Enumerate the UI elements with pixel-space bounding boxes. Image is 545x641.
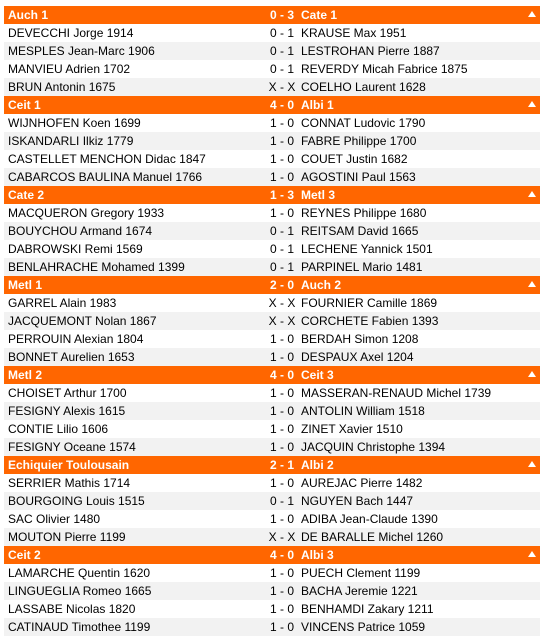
black-player: CONNAT Ludovic 1790 [301,116,426,130]
game-row [4,348,540,366]
triangle-up-icon[interactable] [528,191,536,197]
black-player: BACHA Jeremie 1221 [301,584,418,598]
match-header[interactable] [4,546,540,564]
black-player: REYNES Philippe 1680 [301,206,427,220]
game-row [4,384,540,402]
white-player: LAMARCHE Quentin 1620 [8,566,151,580]
game-result: 1 - 0 [269,512,294,526]
home-team: Auch 1 [8,8,49,22]
game-row [4,438,540,456]
game-result: 1 - 0 [269,602,294,616]
black-player: KRAUSE Max 1951 [301,26,407,40]
game-row [4,24,540,42]
triangle-up-icon[interactable] [528,551,536,557]
black-player: NGUYEN Bach 1447 [301,494,414,508]
game-row [4,330,540,348]
white-player: CATINAUD Timothee 1199 [8,620,151,634]
black-player: PARPINEL Mario 1481 [301,260,423,274]
game-result: 1 - 0 [269,422,294,436]
game-result: 1 - 0 [269,350,294,364]
white-player: WIJNHOFEN Koen 1699 [8,116,141,130]
white-player: JACQUEMONT Nolan 1867 [8,314,157,328]
game-row [4,42,540,60]
match-score: 1 - 3 [269,188,294,202]
results-table [4,6,540,636]
game-result: X - X [268,314,296,328]
white-player: FESIGNY Oceane 1574 [8,440,136,454]
black-player: AGOSTINI Paul 1563 [301,170,416,184]
game-row [4,618,540,636]
game-result: 0 - 1 [269,26,294,40]
away-team: Metl 3 [301,188,336,202]
match-header[interactable] [4,276,540,294]
black-player: JACQUIN Christophe 1394 [301,440,446,454]
white-player: CASTELLET MENCHON Didac 1847 [8,152,206,166]
game-result: 1 - 0 [269,134,294,148]
away-team: Auch 2 [301,278,342,292]
match-header[interactable] [4,6,540,24]
black-player: BENHAMDI Zakary 1211 [301,602,434,616]
white-player: MACQUERON Gregory 1933 [8,206,165,220]
game-row [4,168,540,186]
black-player: CORCHETE Fabien 1393 [301,314,439,328]
game-result: 1 - 0 [269,386,294,400]
black-player: REITSAM David 1665 [301,224,419,238]
black-player: ANTOLIN William 1518 [301,404,425,418]
away-team: Ceit 3 [301,368,334,382]
game-row [4,60,540,78]
white-player: DEVECCHI Jorge 1914 [8,26,134,40]
game-result: 0 - 1 [269,224,294,238]
black-player: AUREJAC Pierre 1482 [301,476,423,490]
game-row [4,258,540,276]
white-player: LINGUEGLIA Romeo 1665 [8,584,152,598]
game-result: 1 - 0 [269,476,294,490]
game-result: 0 - 1 [269,44,294,58]
black-player: LECHENE Yannick 1501 [301,242,433,256]
game-row [4,78,540,96]
black-player: ZINET Xavier 1510 [301,422,403,436]
game-result: 1 - 0 [269,620,294,634]
away-team: Albi 1 [301,98,334,112]
game-result: 1 - 0 [269,404,294,418]
game-result: 1 - 0 [269,116,294,130]
white-player: SERRIER Mathis 1714 [8,476,131,490]
game-row [4,420,540,438]
white-player: LASSABE Nicolas 1820 [8,602,136,616]
triangle-up-icon[interactable] [528,101,536,107]
game-row [4,564,540,582]
white-player: MESPLES Jean-Marc 1906 [8,44,155,58]
white-player: FESIGNY Alexis 1615 [8,404,126,418]
black-player: MASSERAN-RENAUD Michel 1739 [301,386,492,400]
game-row [4,240,540,258]
match-score: 4 - 0 [269,548,294,562]
white-player: DABROWSKI Remi 1569 [8,242,143,256]
game-row [4,474,540,492]
game-row [4,600,540,618]
home-team: Ceit 2 [8,548,41,562]
game-result: 1 - 0 [269,332,294,346]
black-player: LESTROHAN Pierre 1887 [301,44,440,58]
game-row [4,510,540,528]
black-player: ADIBA Jean-Claude 1390 [301,512,438,526]
black-player: FABRE Philippe 1700 [301,134,417,148]
match-header[interactable] [4,456,540,474]
white-player: ISKANDARLI Ilkiz 1779 [8,134,134,148]
game-row [4,492,540,510]
black-player: VINCENS Patrice 1059 [301,620,426,634]
black-player: PUECH Clement 1199 [301,566,421,580]
home-team: Metl 2 [8,368,43,382]
white-player: BRUN Antonin 1675 [8,80,116,94]
game-result: X - X [268,80,296,94]
black-player: REVERDY Micah Fabrice 1875 [301,62,468,76]
black-player: DE BARALLE Michel 1260 [301,530,444,544]
white-player: BOUYCHOU Armand 1674 [8,224,153,238]
white-player: SAC Olivier 1480 [8,512,101,526]
game-result: 1 - 0 [269,206,294,220]
game-row [4,222,540,240]
white-player: PERROUIN Alexian 1804 [8,332,144,346]
game-row [4,114,540,132]
game-row [4,582,540,600]
triangle-up-icon[interactable] [528,11,536,17]
home-team: Ceit 1 [8,98,41,112]
game-result: 0 - 1 [269,260,294,274]
black-player: COELHO Laurent 1628 [301,80,426,94]
game-result: 1 - 0 [269,152,294,166]
game-result: 1 - 0 [269,584,294,598]
black-player: BERDAH Simon 1208 [301,332,419,346]
game-result: 1 - 0 [269,566,294,580]
black-player: FOURNIER Camille 1869 [301,296,438,310]
white-player: CHOISET Arthur 1700 [8,386,127,400]
away-team: Cate 1 [301,8,338,22]
game-row [4,132,540,150]
white-player: CONTIE Lilio 1606 [8,422,109,436]
game-row [4,528,540,546]
game-result: 0 - 1 [269,494,294,508]
white-player: BOURGOING Louis 1515 [8,494,145,508]
triangle-up-icon[interactable] [528,461,536,467]
match-header[interactable] [4,366,540,384]
match-header[interactable] [4,96,540,114]
away-team: Albi 2 [301,458,334,472]
game-result: 0 - 1 [269,62,294,76]
white-player: BONNET Aurelien 1653 [8,350,135,364]
triangle-up-icon[interactable] [528,371,536,377]
game-result: 1 - 0 [269,440,294,454]
white-player: CABARCOS BAULINA Manuel 1766 [8,170,203,184]
game-result: X - X [268,296,296,310]
match-score: 0 - 3 [269,8,294,22]
home-team: Echiquier Toulousain [8,458,130,472]
white-player: BENLAHRACHE Mohamed 1399 [8,260,185,274]
black-player: DESPAUX Axel 1204 [301,350,414,364]
match-score: 4 - 0 [269,368,294,382]
match-score: 2 - 0 [269,278,294,292]
game-result: X - X [268,530,296,544]
game-row [4,204,540,222]
home-team: Metl 1 [8,278,43,292]
away-team: Albi 3 [301,548,334,562]
game-result: 1 - 0 [269,170,294,184]
triangle-up-icon[interactable] [528,281,536,287]
home-team: Cate 2 [8,188,45,202]
white-player: GARREL Alain 1983 [8,296,117,310]
game-row [4,294,540,312]
game-result: 0 - 1 [269,242,294,256]
black-player: COUET Justin 1682 [301,152,408,166]
white-player: MANVIEU Adrien 1702 [8,62,131,76]
match-score: 4 - 0 [269,98,294,112]
game-row [4,402,540,420]
match-header[interactable] [4,186,540,204]
game-row [4,150,540,168]
game-row [4,312,540,330]
white-player: MOUTON Pierre 1199 [8,530,126,544]
match-score: 2 - 1 [269,458,294,472]
